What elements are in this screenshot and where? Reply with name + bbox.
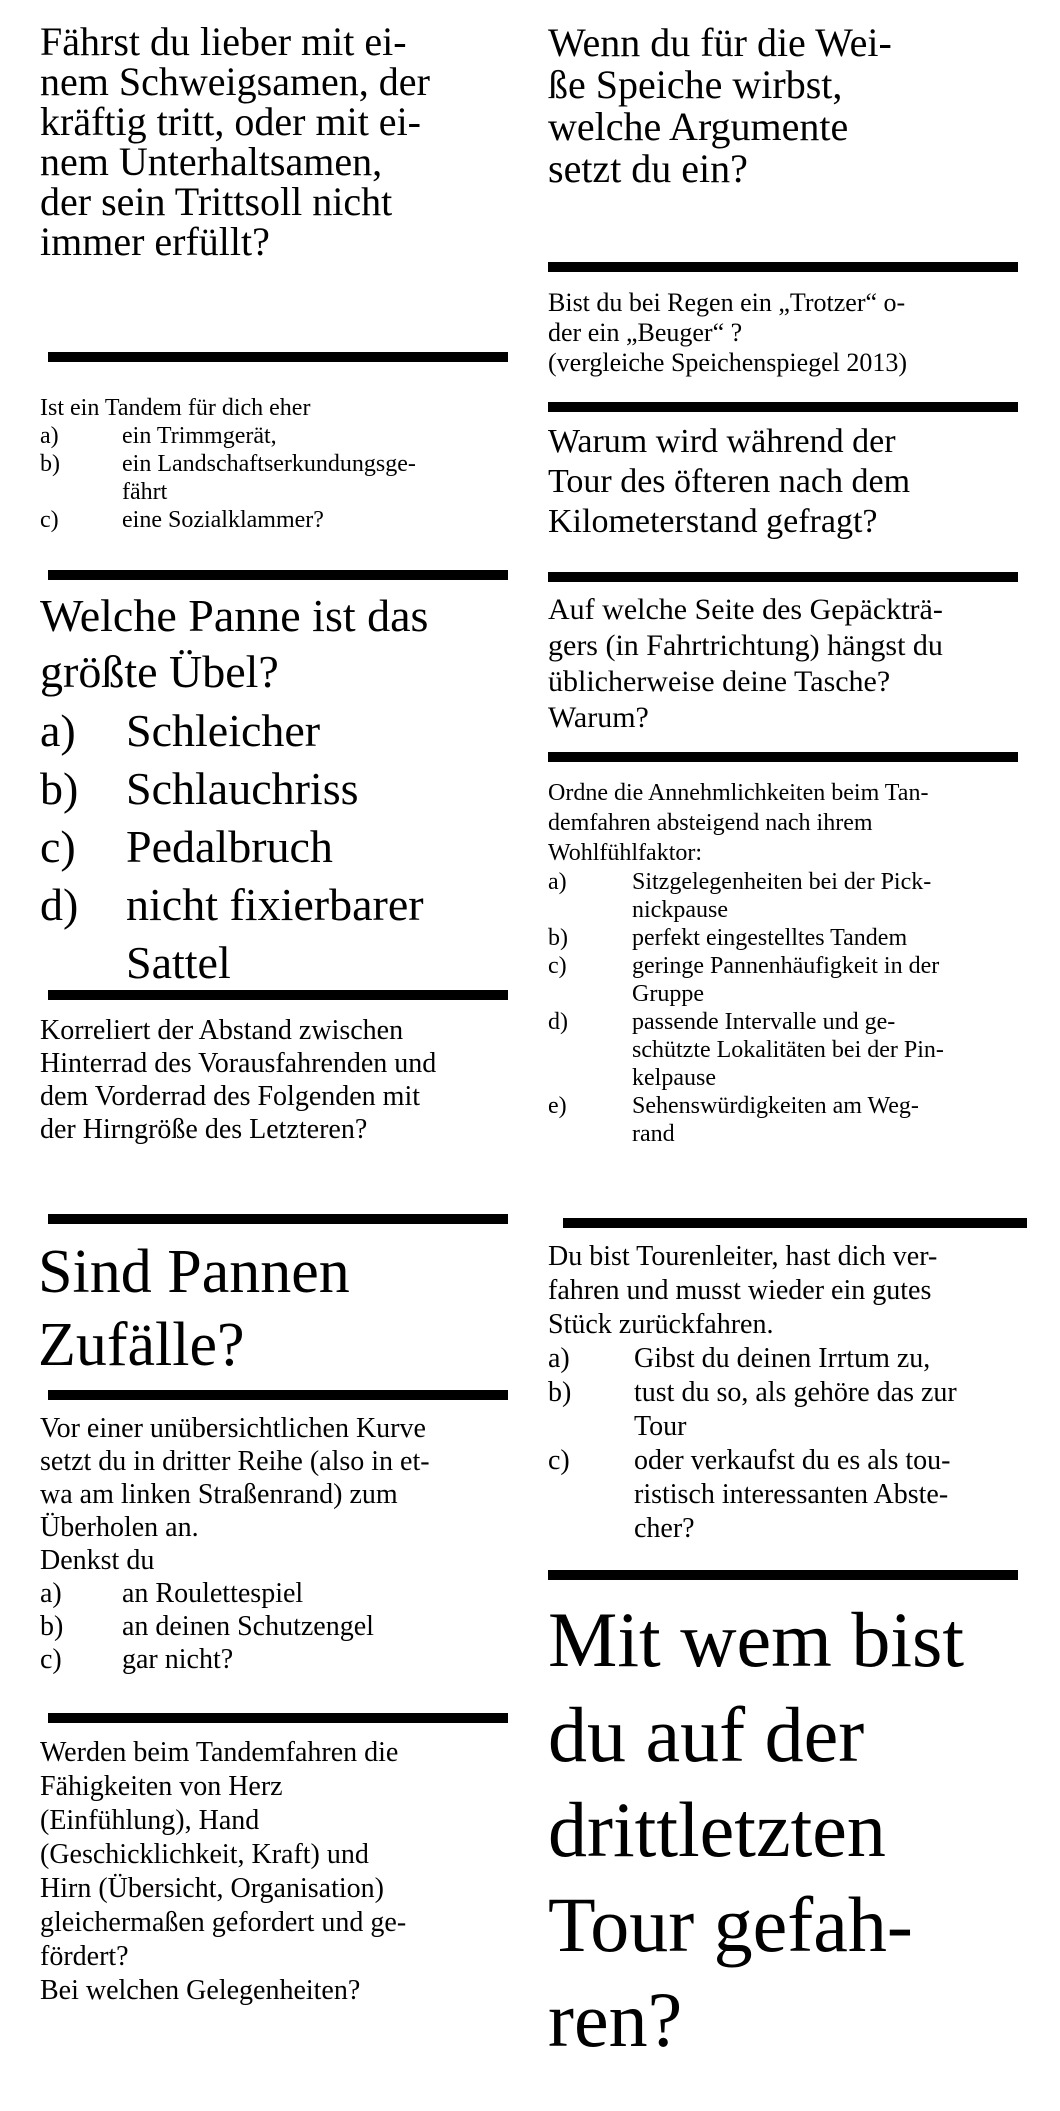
list-text-line: oder verkaufst du es als tou- [634, 1445, 951, 1476]
text-line: der sein Trittsoll nicht [40, 179, 393, 224]
list-text-line: ein Trimmgerät, [122, 423, 277, 449]
list-text-line: kelpause [632, 1065, 716, 1091]
list-text [122, 1643, 233, 1676]
list-item [40, 702, 424, 760]
question-tour-guide-detour [548, 1240, 957, 1546]
list-item [40, 760, 424, 818]
list-text [122, 422, 277, 450]
list-item [40, 1643, 430, 1676]
text-line: Warum? [548, 701, 649, 734]
list-text-line: Sattel [126, 937, 231, 988]
text-line: größte Übel? [40, 646, 279, 697]
list-item [548, 1342, 957, 1376]
list-text-line: ristisch interessanten Abste- [634, 1479, 949, 1510]
text-line: ren? [548, 1976, 683, 2063]
list-text-line: cher? [634, 1513, 695, 1544]
list-marker: c) [548, 1445, 570, 1476]
text-line: demfahren absteigend nach ihrem [548, 810, 873, 836]
list-item [548, 1008, 944, 1092]
question-driving-partner [40, 19, 430, 264]
divider [548, 1570, 1018, 1580]
text-line: Denkst du [40, 1545, 155, 1576]
text-line: Überholen an. [40, 1512, 199, 1543]
divider [548, 262, 1018, 272]
question-kilometer-count [548, 422, 910, 542]
list-text [632, 1008, 944, 1092]
tour-guide-detour-options [548, 1342, 957, 1546]
text-line: Mit wem bist [548, 1596, 965, 1683]
text-line: setzt du ein? [548, 146, 748, 191]
text-line: Auf welche Seite des Gepäckträ- [548, 593, 943, 626]
list-text-line: Sehenswürdigkeiten am Weg- [632, 1093, 919, 1119]
list-text-line: perfekt eingestelltes Tandem [632, 925, 908, 951]
list-text-line: tust du so, als gehöre das zur [634, 1377, 957, 1408]
text-line: Kilometerstand gefragt? [548, 503, 878, 540]
list-item [40, 1577, 430, 1610]
list-text [632, 868, 931, 924]
list-marker: a) [40, 705, 76, 756]
text-line: Hirn (Übersicht, Organisation) [40, 1873, 384, 1904]
text-line: nem Schweigsamen, der [40, 59, 430, 104]
question-tandem-purpose-intro: Ist ein Tandem für dich eher [40, 395, 311, 421]
list-text-line: Sitzgelegenheiten bei der Pick- [632, 869, 932, 895]
list-text-line: fährt [122, 479, 168, 505]
question-worst-breakdown-title [40, 588, 428, 700]
text-line: Sind Pannen [38, 1238, 350, 1306]
list-item [548, 868, 944, 924]
text-line: Vor einer unübersichtlichen Kurve [40, 1413, 426, 1444]
text-line: Du bist Tourenleiter, hast dich ver- [548, 1241, 938, 1272]
list-marker: b) [548, 1377, 572, 1408]
question-tandem-purpose [40, 394, 416, 534]
text-line: Stück zurückfahren. [548, 1309, 774, 1340]
list-text-line: Pedalbruch [126, 821, 333, 872]
text-line: du auf der [548, 1691, 865, 1778]
list-marker: d) [40, 879, 79, 930]
question-white-spoke-arguments [548, 22, 892, 190]
list-text [634, 1376, 957, 1444]
list-marker: a) [548, 869, 567, 895]
text-line: Fährst du lieber mit ei- [40, 19, 407, 64]
divider [548, 752, 1018, 762]
list-item [40, 1610, 430, 1643]
text-line: Fähigkeiten von Herz [40, 1771, 283, 1802]
text-line: der ein „Beuger“ ? [548, 318, 743, 347]
list-item [40, 450, 416, 506]
text-line: kräftig tritt, oder mit ei- [40, 99, 421, 144]
divider [48, 990, 508, 1000]
text-line: Wenn du für die Wei- [548, 20, 892, 65]
text-line: immer erfüllt? [40, 219, 270, 264]
list-text-line: Schleicher [126, 705, 321, 756]
question-bag-side [548, 592, 943, 736]
list-text [126, 760, 359, 818]
list-text-line: rand [632, 1121, 675, 1147]
list-text [126, 818, 333, 876]
text-line: Welche Panne ist das [40, 590, 429, 641]
divider [48, 352, 508, 362]
list-item [548, 1444, 957, 1546]
list-text-line: Tour [634, 1411, 687, 1442]
text-line: gers (in Fahrtrichtung) hängst du [548, 629, 943, 662]
divider [548, 402, 1018, 412]
list-text-line: Schlauchriss [126, 763, 359, 814]
text-line: wa am linken Straßenrand) zum [40, 1479, 398, 1510]
text-line: üblicherweise deine Tasche? [548, 665, 891, 698]
text-line: Ordne die Annehmlichkeiten beim Tan- [548, 780, 929, 806]
question-comfort-ranking [548, 778, 944, 1148]
list-text [632, 952, 939, 1008]
list-text [634, 1444, 950, 1546]
list-text [122, 1610, 374, 1643]
text-line: drittletzten [548, 1786, 886, 1873]
list-text [122, 1577, 303, 1610]
list-text [634, 1342, 930, 1376]
list-marker: e) [548, 1093, 567, 1119]
divider [563, 1218, 1027, 1228]
comfort-ranking-options [548, 868, 944, 1148]
list-marker: b) [40, 1611, 64, 1642]
list-item [548, 924, 944, 952]
list-marker: c) [548, 953, 567, 979]
question-breakdowns-coincidence [38, 1236, 350, 1382]
list-marker: b) [548, 925, 568, 951]
question-heart-hand-brain [40, 1736, 406, 2008]
list-marker: c) [40, 1644, 62, 1675]
question-comfort-ranking-intro [548, 778, 944, 868]
text-line: (Einfühlung), Hand [40, 1805, 260, 1836]
list-marker: a) [548, 1343, 570, 1374]
list-marker: b) [40, 763, 79, 814]
text-line: fördert? [40, 1941, 129, 1972]
list-text-line: Gibst du deinen Irrtum zu, [634, 1343, 931, 1374]
list-text [632, 1092, 919, 1148]
divider [548, 572, 1018, 582]
list-text-line: an deinen Schutzengel [122, 1611, 374, 1642]
list-text-line: passende Intervalle und ge- [632, 1009, 896, 1035]
list-text [126, 876, 424, 992]
list-marker: b) [40, 451, 60, 477]
list-item [548, 952, 944, 1008]
list-text-line: eine Sozialklammer? [122, 507, 324, 533]
text-line: dem Vorderrad des Folgenden mit [40, 1081, 421, 1112]
text-line: ße Speiche wirbst, [548, 62, 843, 107]
worst-breakdown-options [40, 702, 424, 992]
text-line: setzt du in dritter Reihe (also in et- [40, 1446, 430, 1477]
text-line: Warum wird während der [548, 423, 896, 460]
list-item [40, 422, 416, 450]
list-text-line: gar nicht? [122, 1644, 234, 1675]
divider [48, 1713, 508, 1723]
list-item [548, 1376, 957, 1444]
list-text-line: ein Landschaftserkundungsge- [122, 451, 416, 477]
list-marker: c) [40, 507, 59, 533]
list-text [122, 506, 324, 534]
divider [48, 570, 508, 580]
question-wheel-distance [40, 1014, 436, 1146]
list-text [126, 702, 320, 760]
text-line: der Hirngröße des Letzteren? [40, 1114, 368, 1145]
question-third-last-tour [548, 1592, 964, 2067]
list-item [40, 818, 424, 876]
text-line: Zufälle? [38, 1311, 245, 1379]
text-line: (Geschicklichkeit, Kraft) und [40, 1839, 369, 1870]
question-overtaking [40, 1412, 430, 1676]
list-text-line: geringe Pannenhäufigkeit in der [632, 953, 940, 979]
text-line: nem Unterhaltsamen, [40, 139, 383, 184]
divider [48, 1214, 508, 1224]
list-marker: a) [40, 423, 59, 449]
list-marker: d) [548, 1009, 568, 1035]
question-rain-attitude [548, 288, 907, 378]
list-text-line: Gruppe [632, 981, 704, 1007]
text-line: welche Argumente [548, 104, 849, 149]
text-line: Werden beim Tandemfahren die [40, 1737, 399, 1768]
text-line: Tour gefah- [548, 1881, 913, 1968]
list-text [632, 924, 907, 952]
list-marker: a) [40, 1578, 62, 1609]
text-line: Hinterrad des Vorausfahrenden und [40, 1048, 437, 1079]
question-overtaking-intro [40, 1412, 430, 1577]
list-text [122, 450, 416, 506]
list-text-line: nicht fixierbarer [126, 879, 424, 930]
text-line: fahren und musst wieder ein gutes [548, 1275, 932, 1306]
text-line: Bist du bei Regen ein „Trotzer“ o- [548, 288, 906, 317]
tandem-purpose-options [40, 422, 416, 534]
text-line: Wohlfühlfaktor: [548, 840, 703, 866]
list-item [40, 876, 424, 992]
text-line: (vergleiche Speichenspiegel 2013) [548, 348, 908, 377]
list-text-line: an Roulettespiel [122, 1578, 304, 1609]
text-line: Bei welchen Gelegenheiten? [40, 1975, 361, 2006]
text-line: gleichermaßen gefordert und ge- [40, 1907, 407, 1938]
list-text-line: nickpause [632, 897, 728, 923]
list-text-line: schützte Lokalitäten bei der Pin- [632, 1037, 944, 1063]
list-item [40, 506, 416, 534]
list-marker: c) [40, 821, 76, 872]
divider [48, 1390, 508, 1400]
list-item [548, 1092, 944, 1148]
question-tour-guide-detour-intro [548, 1240, 957, 1342]
text-line: Tour des öfteren nach dem [548, 463, 911, 500]
overtaking-options [40, 1577, 430, 1676]
text-line: Korreliert der Abstand zwischen [40, 1015, 404, 1046]
